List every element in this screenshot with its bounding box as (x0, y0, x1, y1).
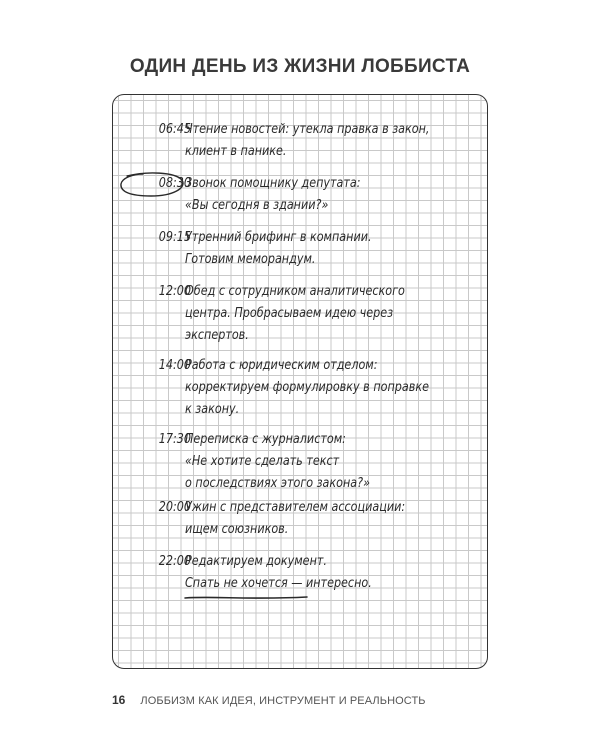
entry-text (185, 119, 485, 163)
entry-text (185, 173, 485, 217)
page-number: 16 (112, 693, 126, 707)
entry-time: 14:00 (158, 358, 191, 373)
running-title: ЛОББИЗМ КАК ИДЕЯ, ИНСТРУМЕНТ И РЕАЛЬНОСТЬ (140, 695, 426, 707)
entry-line: клиент в панике. (185, 144, 287, 159)
entry-line: Работа с юридическим отделом: (185, 358, 378, 373)
entry-text (185, 227, 485, 271)
entry-line: «Вы сегодня в здании?» (185, 198, 329, 213)
entry-time: 06:45 (158, 122, 191, 137)
entry-line: Спать не хочется — интересно. (185, 576, 372, 591)
entry-text (185, 551, 485, 595)
entry-line: «Не хотите сделать текст (185, 454, 340, 469)
entry-line: Звонок помощнику депутата: (185, 176, 361, 191)
entry-text (185, 355, 485, 421)
entry-line: центра. Пробрасываем идею через (185, 306, 394, 321)
entry-line: корректируем формулировку в поправке (185, 380, 429, 395)
entry-line: Чтение новостей: утекла правка в закон, (185, 122, 430, 137)
entry-text (185, 281, 485, 347)
entry-line: ищем союзников. (185, 522, 289, 537)
entry-time: 22:00 (158, 554, 191, 569)
entry-text (185, 497, 485, 541)
entry-line: Редактируем документ. (185, 554, 327, 569)
entry-time: 09:15 (158, 230, 191, 245)
hand-drawn-underline (183, 594, 313, 602)
entry-time: 08:30 (158, 176, 191, 191)
entry-line: Ужин с представителем ассоциации: (185, 500, 406, 515)
page-title: ОДИН ДЕНЬ ИЗ ЖИЗНИ ЛОББИСТА (129, 56, 471, 77)
page-footer (112, 693, 426, 707)
entry-line: о последствиях этого закона?» (185, 476, 370, 491)
entry-line: Готовим меморандум. (185, 252, 316, 267)
entry-text (185, 429, 485, 495)
grid-notebook (112, 94, 488, 669)
entry-line: к закону. (185, 402, 240, 417)
entry-line: Обед с сотрудником аналитического (185, 284, 405, 299)
entry-time: 20:00 (158, 500, 191, 515)
entry-time: 12:00 (158, 284, 191, 299)
entry-line: Утренний брифинг в компании. (185, 230, 372, 245)
entry-line: экспертов. (185, 328, 249, 343)
entry-line: Переписка с журналистом: (185, 432, 346, 447)
entry-time: 17:30 (158, 432, 191, 447)
